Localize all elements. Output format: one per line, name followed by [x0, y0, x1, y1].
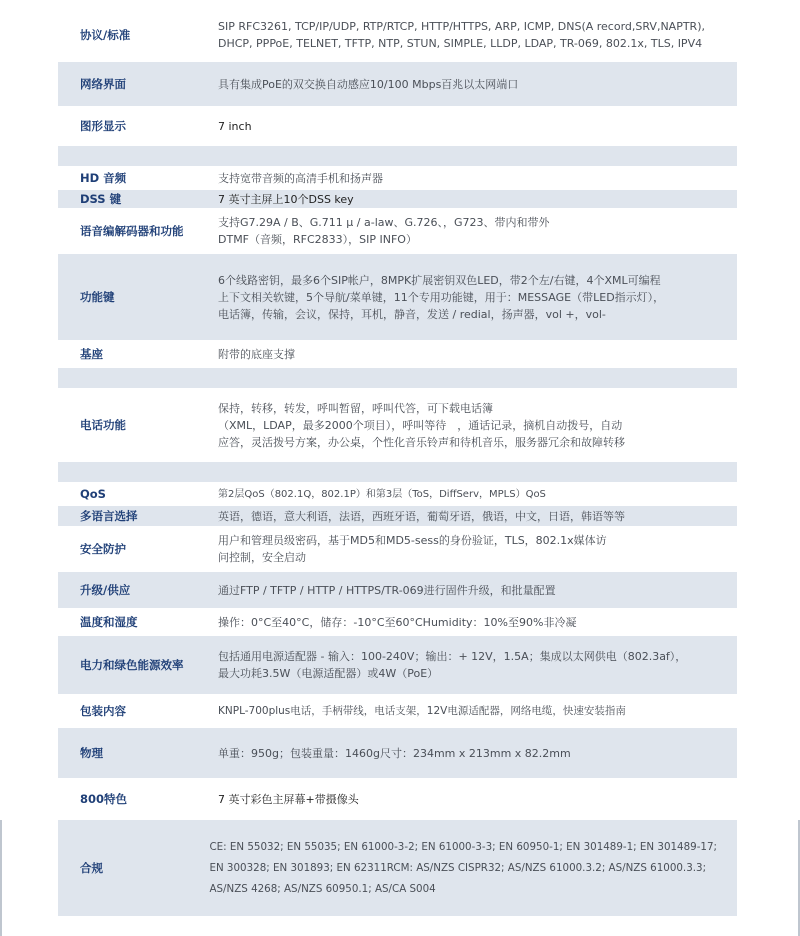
spec-label: DSS 键: [80, 192, 122, 206]
spec-value-line: DTMF（音频，RFC2833），SIP INFO）: [218, 233, 417, 246]
spec-value-line: 上下文相关软键，5个导航/菜单键，11个专用功能键，用于：MESSAGE（带LED指示灯），: [218, 290, 665, 304]
spec-value-line: 7 英寸彩色主屏幕+带摄像头: [218, 792, 359, 806]
spec-value: [218, 346, 737, 363]
spec-value: [218, 400, 737, 451]
spec-label: 功能键: [80, 290, 115, 304]
spec-value: [218, 191, 737, 208]
spec-label: 安全防护: [80, 542, 126, 556]
spec-label: 图形显示: [80, 119, 126, 133]
spec-value-line: 问控制，安全启动: [218, 551, 306, 564]
spec-value: [218, 745, 737, 762]
spec-label: 合规: [80, 861, 103, 875]
spec-value: [218, 76, 737, 93]
spec-spacer-row: [58, 146, 737, 166]
spec-value: [218, 582, 737, 599]
spec-value-line: 电话簿，传输，会议，保持，耳机，静音，发送 / redial，扬声器，vol +，vol-: [218, 307, 606, 321]
spec-label: 网络界面: [80, 77, 126, 91]
spec-value: [218, 614, 737, 631]
spec-row-hd-audio: [58, 166, 737, 190]
spec-value-line: 支持宽带音频的高清手机和扬声器: [218, 171, 383, 185]
spec-row-security: [58, 526, 737, 572]
spec-value: [218, 18, 737, 52]
spec-value: [218, 648, 737, 682]
spec-value-line: 具有集成PoE的双交换自动感应10/100 Mbps百兆以太网端口: [218, 77, 519, 91]
spec-label: 语音编解码器和功能: [80, 224, 184, 238]
spec-value-line: 支持G7.29A / B、G.711 μ / a-law、G.726、，G723、带内和带外: [218, 216, 550, 229]
spec-row-phone-features: [58, 388, 737, 462]
spec-value-line: CE: EN 55032; EN 55035; EN 61000-3-2; EN 61000-3-3; EN 60950-1; EN 301489-1; EN 301489-17;: [209, 840, 717, 853]
spec-label: 电力和绿色能源效率: [80, 658, 184, 672]
spec-row-protocols: [58, 8, 737, 62]
spec-value-line: AS/NZS 4268; AS/NZS 60950.1; AS/CA S004: [209, 882, 436, 895]
spec-value: [218, 214, 737, 248]
spec-value: [218, 508, 737, 525]
spec-value: [218, 703, 737, 720]
spec-value-line: 包括通用电源适配器 - 输入：100-240V；输出：+ 12V，1.5A；集成以太网供电（802.3af），: [218, 650, 687, 663]
spec-value: [218, 486, 737, 503]
spec-value-line: 7 英寸主屏上10个DSS key: [218, 192, 354, 206]
spec-value-line: 附带的底座支撑: [218, 347, 295, 361]
spec-row-base: [58, 340, 737, 368]
spec-row-physical: [58, 728, 737, 778]
spec-row-temperature: [58, 608, 737, 636]
spec-value-line: SIP RFC3261, TCP/IP/UDP, RTP/RTCP, HTTP/HTTPS, ARP, ICMP, DNS(A record,SRV,NAPTR),: [218, 20, 705, 33]
spec-value-line: 7 inch: [218, 119, 252, 133]
spec-row-network: [58, 62, 737, 106]
spec-row-upgrade: [58, 572, 737, 608]
spec-value: [218, 791, 737, 808]
spec-row-codecs: [58, 208, 737, 254]
spec-label: 800特色: [80, 792, 128, 806]
spec-value-line: 通过FTP / TFTP / HTTP / HTTPS/TR-069进行固件升级，和批量配置: [218, 583, 556, 597]
spec-row-compliance: [58, 820, 737, 916]
spec-value: [209, 837, 737, 900]
spec-spacer-row: [58, 462, 737, 482]
spec-value-line: 第2层QoS（802.1Q，802.1P）和第3层（ToS，DiffServ，MPLS）QoS: [218, 488, 546, 500]
spec-row-power: [58, 636, 737, 694]
spec-table: [58, 8, 737, 916]
spec-label: 升级/供应: [80, 583, 131, 597]
spec-spacer-row: [58, 368, 737, 388]
spec-value: [218, 170, 737, 187]
spec-value: [218, 272, 737, 323]
spec-value-line: 操作：0°C至40°C，储存：-10°C至60°CHumidity：10%至90%非冷凝: [218, 615, 577, 629]
spec-row-display: [58, 106, 737, 146]
spec-row-function-keys: [58, 254, 737, 340]
spec-label: QoS: [80, 487, 106, 501]
spec-label: 物理: [80, 746, 103, 760]
spec-row-dss: [58, 190, 737, 208]
spec-row-languages: [58, 506, 737, 526]
spec-label: 包装内容: [80, 704, 126, 718]
spec-label: 多语言选择: [80, 509, 138, 523]
spec-value-line: DHCP, PPPoE, TELNET, TFTP, NTP, STUN, SIMPLE, LLDP, LDAP, TR-069, 802.1x, TLS, IPV4: [218, 37, 703, 50]
spec-row-800-features: [58, 778, 737, 820]
spec-label: 协议/标准: [80, 28, 131, 42]
spec-label: 电话功能: [80, 418, 126, 432]
spec-value-line: 最大功耗3.5W（电源适配器）或4W（PoE）: [218, 667, 439, 680]
spec-value-line: 用户和管理员级密码，基于MD5和MD5-sess的身份验证，TLS，802.1x媒体访: [218, 534, 607, 547]
spec-value-line: 单重：950g；包装重量：1460g尺寸：234mm x 213mm x 82.2mm: [218, 746, 571, 760]
left-edge-line: [0, 820, 2, 936]
spec-label: HD 音频: [80, 171, 127, 185]
spec-label: 基座: [80, 347, 103, 361]
spec-value-line: （XML，LDAP，最多2000个项目），呼叫等待 ，通话记录，摘机自动拨号，自动: [218, 418, 623, 432]
spec-value-line: 应答，灵活拨号方案，办公桌，个性化音乐铃声和待机音乐，服务器冗余和故障转移: [218, 435, 625, 449]
spec-value-line: EN 300328; EN 301893; EN 62311RCM: AS/NZS CISPR32; AS/NZS 61000.3.2; AS/NZS 61000.3.3;: [209, 861, 707, 874]
spec-row-package: [58, 694, 737, 728]
spec-value-line: KNPL-700plus电话，手柄带线，电话支架，12V电源适配器，网络电缆，快速安装指南: [218, 704, 626, 717]
spec-value: [218, 532, 737, 566]
spec-label: 温度和湿度: [80, 615, 138, 629]
spec-value-line: 保持，转移，转发，呼叫暂留，呼叫代答，可下载电话簿: [218, 401, 493, 415]
spec-value-line: 英语，德语，意大利语，法语，西班牙语，葡萄牙语，俄语，中文，日语，韩语等等: [218, 509, 625, 523]
spec-value: [218, 118, 737, 135]
spec-row-qos: [58, 482, 737, 506]
spec-value-line: 6个线路密钥，最多6个SIP帐户，8MPK扩展密钥双色LED，带2个左/右键，4个XML可编程: [218, 273, 661, 287]
